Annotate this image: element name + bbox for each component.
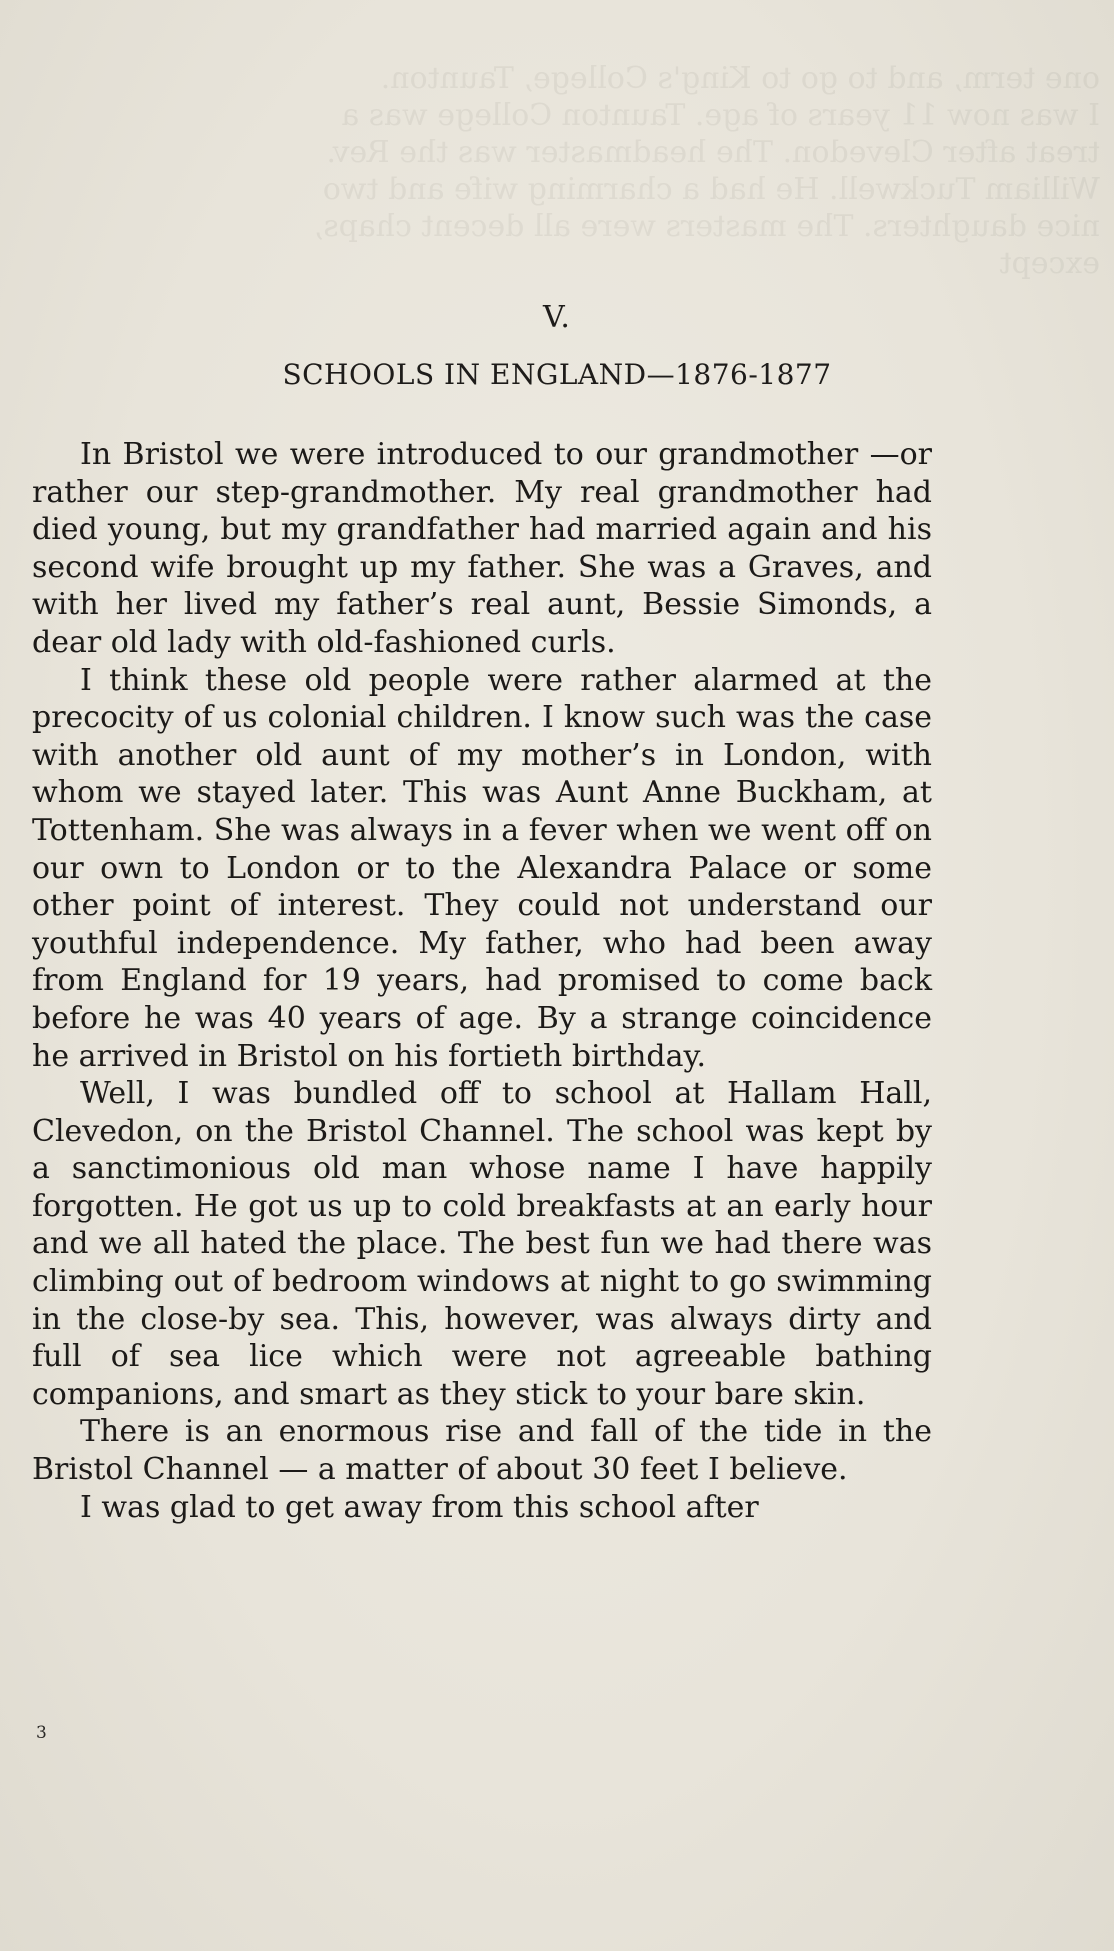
show-through-text: one term, and to go to King's College, Taunton. I was now 11 years of age. Taunton College was a treat after Clevedon. The headmaster was the Rev. William Tuckwell. He had a charming wife and two nice daughters. The masters were all decent chaps, except	[313, 61, 1100, 281]
paragraph: I think these old people were rather alarmed at the precocity of us colonial children. I know such was the case with another old aunt of my mother’s in London, with whom we stayed later. This was Aunt Anne Buckham, at Tottenham. She was always in a fever when we went off on our own to London or to the Alexandra Palace or some other point of interest. They could not understand our youthful independence. My father, who had been away from England for 19 years, had promised to come back before he was 40 years of age. By a strange coincidence he arrived in Bristol on his fortieth birthday.	[32, 662, 932, 1074]
paragraph: I was glad to get away from this school after	[80, 1489, 759, 1525]
signature-mark: 3	[36, 1723, 47, 1743]
paragraph: There is an enormous rise and fall of the tide in the Bristol Channel — a matter of about 30 feet I believe.	[32, 1414, 932, 1488]
paragraph: In Bristol we were introduced to our grandmother —or rather our step-grandmother. My real grandmother had died young, but my grandfather had married again and his second wife brought up my father. She was a Graves, and with her lived my father’s real aunt, Bessie Simonds, a dear old lady with old-fashioned curls.	[32, 437, 932, 660]
paragraph: Well, I was bundled off to school at Hallam Hall, Clevedon, on the Bristol Channel. The school was kept by a sanctimonious old man whose name I have happily forgotten. He got us up to cold breakfasts at an early hour and we all hated the place. The best fun we had there was climbing out of bedroom windows at night to go swimming in the close-by sea. This, however, was always dirty and full of sea lice which were not agreeable bathing companions, and smart as they stick to your bare skin.	[32, 1076, 932, 1412]
chapter-title: SCHOOLS IN ENGLAND—1876-1877	[282, 358, 832, 391]
chapter-number: V.	[543, 300, 571, 335]
body-text	[32, 436, 932, 1526]
